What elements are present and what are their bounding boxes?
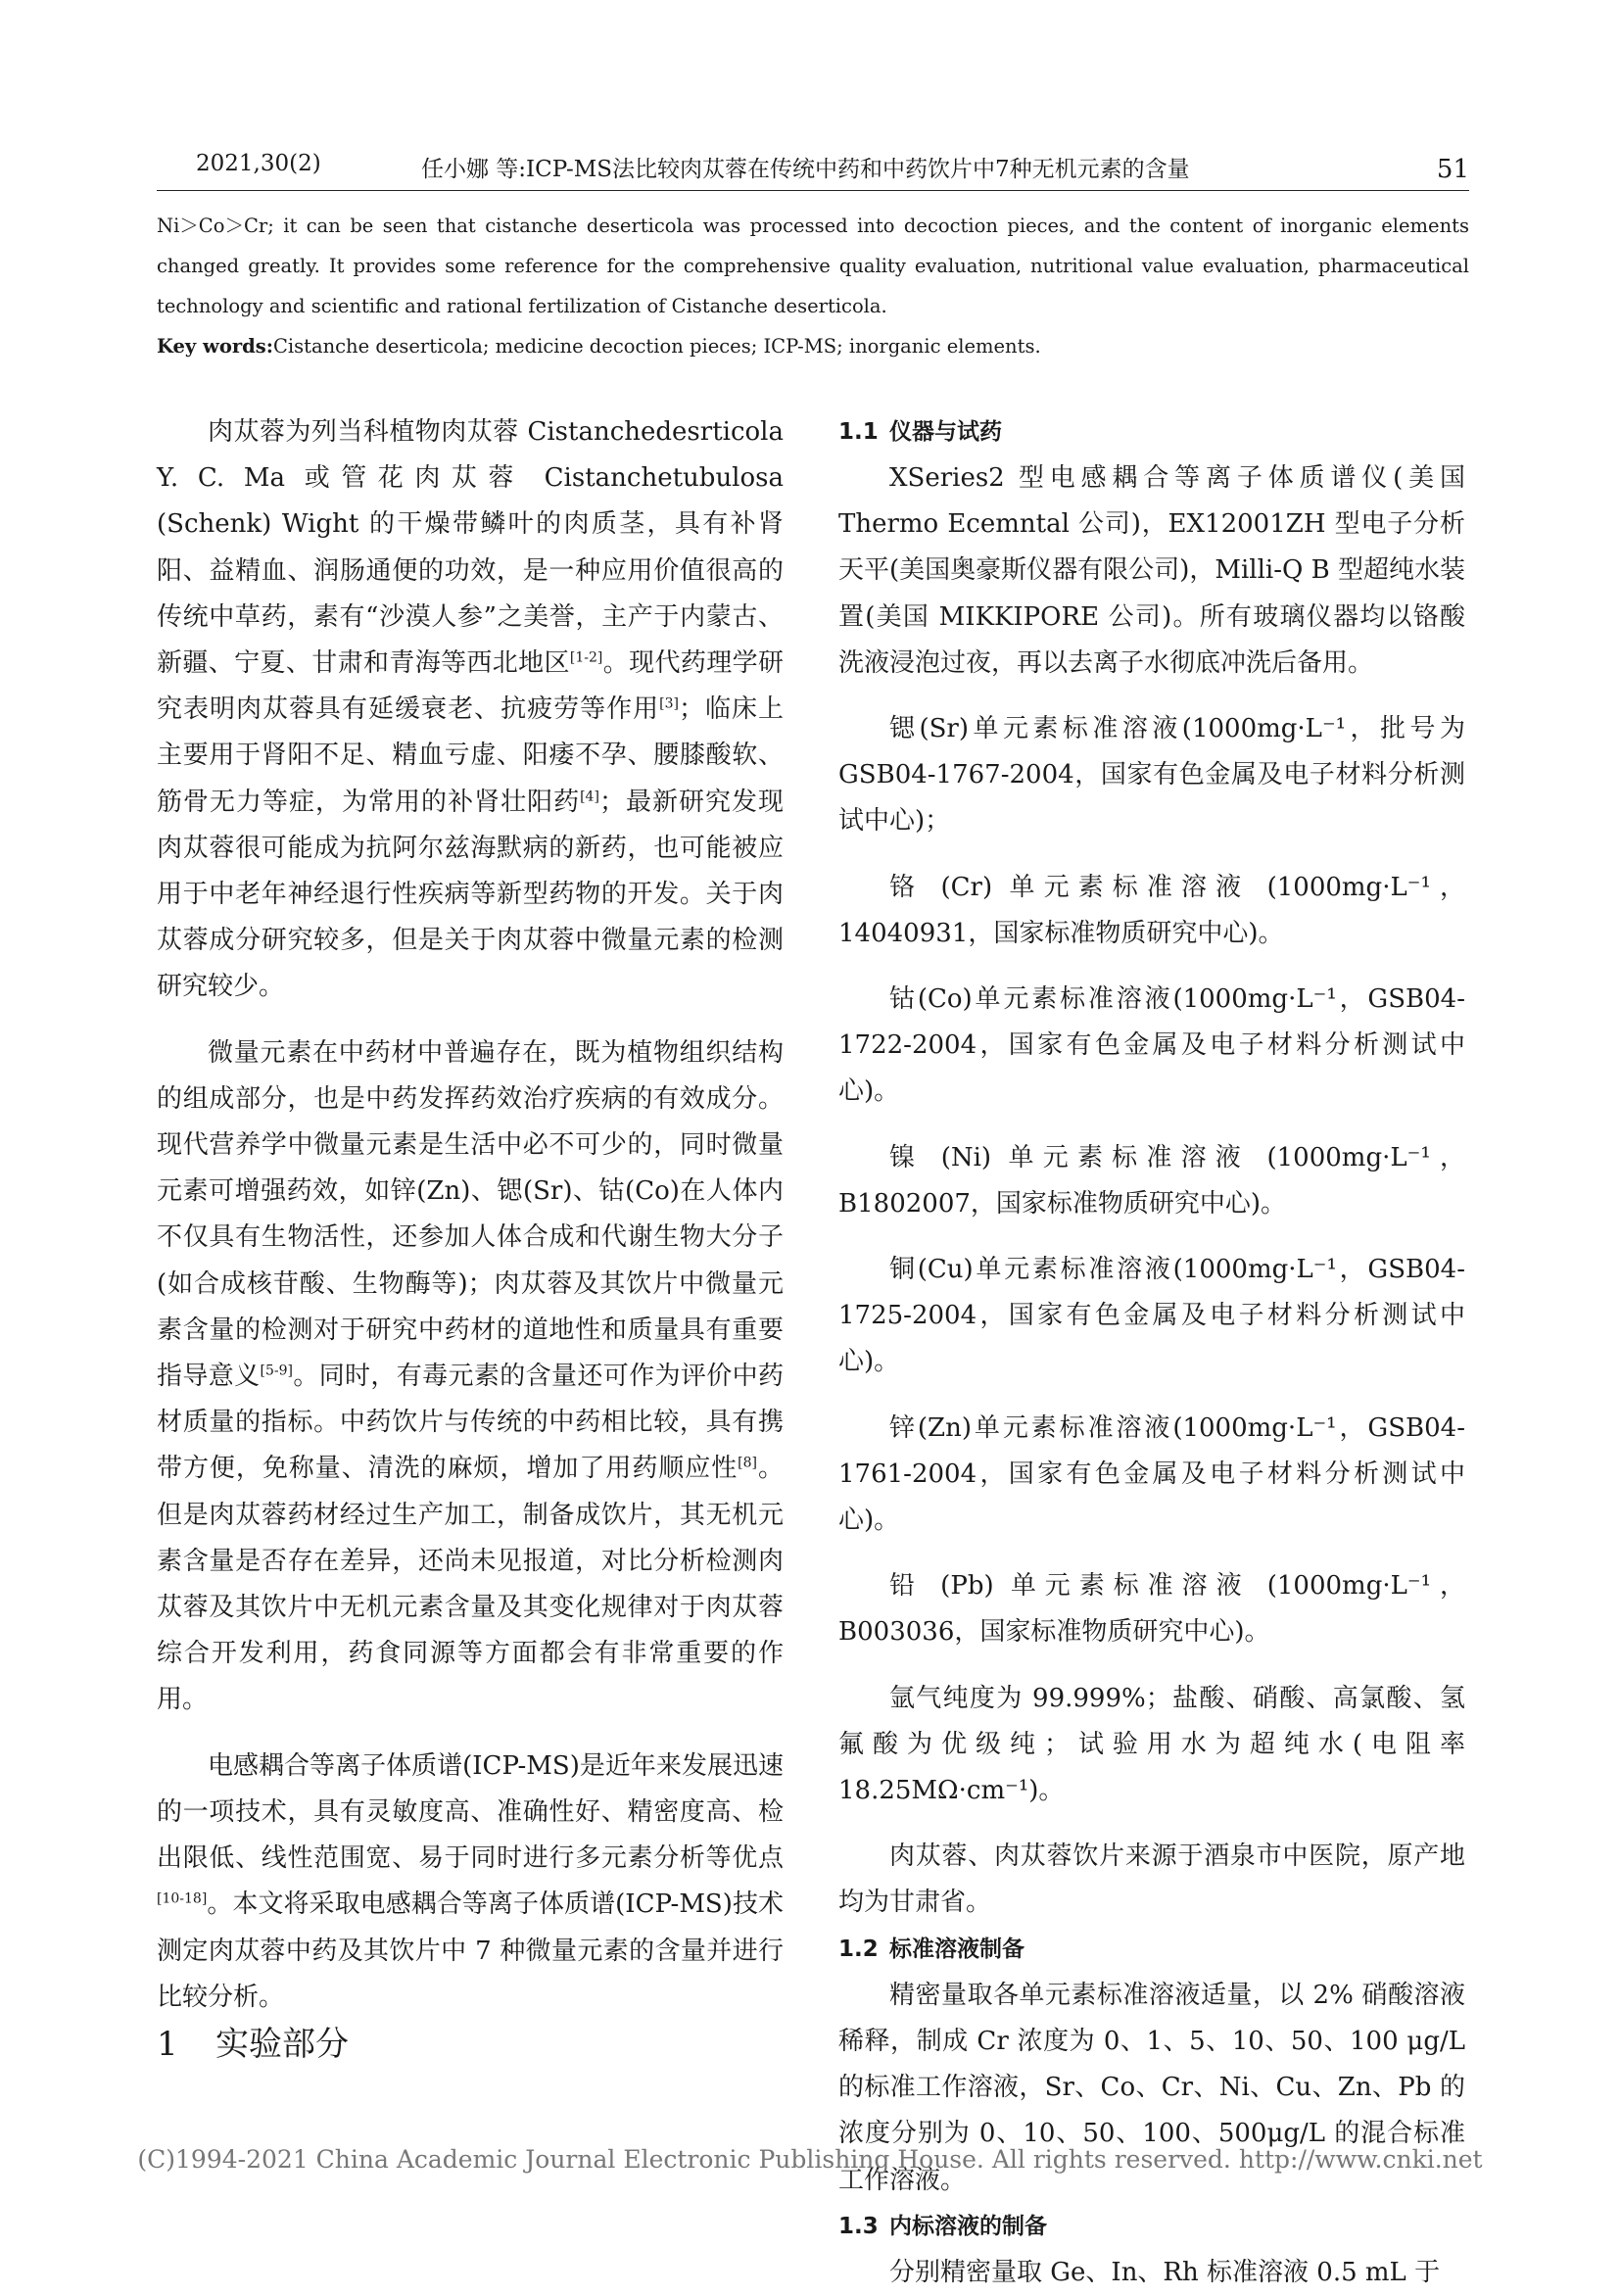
text: 。现代药理学研究表明肉苁蓉具有延缓衰老、抗疲劳等作用	[157, 648, 784, 725]
text: 电感耦合等离子体质谱(ICP-MS)是近年来发展迅速的一项技术，具有灵敏度高、准确性好、精密度高、检出限低、线性范围宽、易于同时进行多元素分析等优点	[157, 1750, 784, 1874]
subsection-number: 1.1	[838, 419, 879, 445]
text: 肉苁蓉为列当科植物肉苁蓉 Cistanchedesrticola Y. C. Ma 或管花肉苁蓉 Cistanchetubulosa (Schenk) Wight 的干燥带鳞叶的肉质茎，具有补肾阳、益精血、润肠通便的功效，是一种应用价值很高的传统中草药，素有“沙漠人参”之美誉，主产于内蒙古、新疆、宁夏、甘肃和青海等西北地区	[157, 417, 784, 679]
internal-standard-paragraph: 分别精密量取 Ge、In、Rh 标准溶液 0.5 mL 于	[889, 2257, 1441, 2287]
spacer	[838, 1227, 1465, 1247]
running-title: 任小娜 等:ICP-MS法比较肉苁蓉在传统中药和中药饮片中7种无机元素的含量	[421, 157, 1190, 182]
citation: [1-2]	[569, 649, 603, 666]
text: 。同时，有毒元素的含量还可作为评价中药材质量的指标。中药饮片与传统的中药相比较，具有携带方便，免称量、清洗的麻烦，增加了用药顺应性	[157, 1362, 784, 1484]
source-paragraph: 肉苁蓉、肉苁蓉饮片来源于酒泉市中医院，原产地均为甘肃省。	[838, 1842, 1465, 1918]
text: ；最新研究发现肉苁蓉很可能成为抗阿尔兹海默病的新药，也可能被应用于中老年神经退行性疾病等新型药物的开发。关于肉苁蓉成分研究较多，但是关于肉苁蓉中微量元素的检测研究较少。	[157, 787, 784, 1002]
reagent-ni: 镍 (Ni) 单元素标准溶液 (1000mg·L⁻¹，B1802007，国家标准物质研究中心)。	[838, 1142, 1465, 1219]
citation: [10-18]	[157, 1890, 208, 1907]
section-1-heading	[157, 2021, 784, 2068]
subsection-title: 内标溶液的制备	[889, 2213, 1047, 2239]
text: ；临床上主要用于肾阳不足、精血亏虚、阳痿不孕、腰膝酸软、筋骨无力等症，为常用的补肾壮阳药	[157, 694, 784, 817]
purity-paragraph: 氩气纯度为 99.999%；盐酸、硝酸、高氯酸、氢氟酸为优级纯；试验用水为超纯水(电阻率 18.25MΩ·cm⁻¹)。	[838, 1683, 1465, 1806]
running-header	[157, 145, 1469, 184]
volume-issue: 2021,30(2)	[196, 151, 321, 176]
section-title: 实验部分	[215, 2024, 349, 2064]
citation: [4]	[580, 788, 599, 804]
standard-solution-paragraph: 精密量取各单元素标准溶液适量，以 2% 硝酸溶液稀释，制成 Cr 浓度为 0、1、5、10、50、100 μg/L 的标准工作溶液，Sr、Co、Cr、Ni、Cu、Zn、Pb 的浓度分别为 0、10、50、100、500μg/L 的混合标准工作溶液。	[838, 1980, 1465, 2195]
reagent-zn: 锌(Zn)单元素标准溶液(1000mg·L⁻¹，GSB04-1761-2004，国家有色金属及电子材料分析测试中心)。	[838, 1412, 1465, 1536]
right-column	[838, 409, 1465, 2296]
citation: [8]	[738, 1455, 758, 1471]
spacer	[838, 1544, 1465, 1563]
left-column	[157, 409, 784, 2068]
section-number: 1	[157, 2024, 178, 2064]
reagent-cu: 铜(Cu)单元素标准溶液(1000mg·L⁻¹，GSB04-1725-2004，国家有色金属及电子材料分析测试中心)。	[838, 1255, 1465, 1377]
subsection-1-2-heading	[838, 1927, 1465, 1973]
spacer	[838, 957, 1465, 977]
spacer	[838, 1656, 1465, 1676]
spacer	[838, 845, 1465, 865]
keywords-label: Key words:	[157, 335, 273, 358]
keywords-text: Cistanche deserticola; medicine decoction pieces; ICP-MS; inorganic elements.	[272, 335, 1041, 358]
subsection-1-3-heading	[838, 2204, 1465, 2250]
spacer	[157, 1011, 784, 1030]
instruments-paragraph: XSeries2 型电感耦合等离子体质谱仪(美国 Thermo Ecemntal 公司)，EX12001ZH 型电子分析天平(美国奥豪斯仪器有限公司)，Milli-Q B 型超纯水装置(美国 MIKKIPORE 公司)。所有玻璃仪器均以铬酸洗液浸泡过夜，再以去离子水彻底冲洗后备用。	[838, 463, 1465, 678]
text: 。但是肉苁蓉药材经过生产加工，制备成饮片，其无机元素含量是否存在差异，还尚未见报道，对比分析检测肉苁蓉及其饮片中无机元素含量及其变化规律对于肉苁蓉综合开发利用，药食同源等方面都会有非常重要的作用。	[157, 1454, 784, 1715]
subsection-1-1-heading	[838, 409, 1465, 455]
subsection-number: 1.3	[838, 2213, 879, 2239]
abstract-continuation	[157, 206, 1469, 366]
copyright-footer: (C)1994-2021 China Academic Journal Electronic Publishing House. All rights reserved. http://www.cnki.net	[137, 2145, 1483, 2174]
intro-paragraph-2	[157, 1030, 784, 1724]
reagent-cr: 铬 (Cr) 单元素标准溶液 (1000mg·L⁻¹，14040931，国家标准物质研究中心)。	[838, 872, 1465, 948]
page-number: 51	[1436, 155, 1469, 184]
text: 。本文将采取电感耦合等离子体质谱(ICP-MS)技术测定肉苁蓉中药及其饮片中 7 种微量元素的含量并进行比较分析。	[157, 1889, 784, 2012]
header-rule	[157, 190, 1469, 191]
reagent-sr: 锶(Sr)单元素标准溶液(1000mg·L⁻¹，批号为 GSB04-1767-2004，国家有色金属及电子材料分析测试中心)；	[838, 714, 1465, 837]
reagent-pb: 铅 (Pb) 单元素标准溶液 (1000mg·L⁻¹，B003036，国家标准物质研究中心)。	[838, 1571, 1465, 1648]
subsection-title: 仪器与试药	[889, 419, 1002, 445]
spacer	[838, 1116, 1465, 1135]
intro-paragraph-3	[157, 1744, 784, 2021]
subsection-number: 1.2	[838, 1936, 879, 1962]
intro-paragraph-1	[157, 409, 784, 1011]
spacer	[838, 1386, 1465, 1406]
keywords	[157, 326, 1469, 366]
text: 微量元素在中药材中普遍存在，既为植物组织结构的组成部分，也是中药发挥药效治疗疾病的有效成分。现代营养学中微量元素是生活中必不可少的，同时微量元素可增强药效，如锌(Zn)、锶(Sr)、钴(Co)在人体内不仅具有生物活性，还参加人体合成和代谢生物大分子(如合成核苷酸、生物酶等)；肉苁蓉及其饮片中微量元素含量的检测对于研究中药材的道地性和质量具有重要指导意义	[157, 1037, 784, 1392]
abstract-text: Ni＞Co＞Cr; it can be seen that cistanche deserticola was processed into decoction pieces, and the content of inorganic elements changed greatly. It provides some reference for the comprehensive quality evaluation, nutritional value evaluation, pharmaceutical technology and scientific and rational fertilization of Cistanche deserticola.	[157, 215, 1469, 317]
spacer	[157, 1724, 784, 1744]
citation: [3]	[659, 695, 679, 712]
spacer	[838, 687, 1465, 706]
reagent-co: 钴(Co)单元素标准溶液(1000mg·L⁻¹，GSB04-1722-2004，国家有色金属及电子材料分析测试中心)。	[838, 984, 1465, 1107]
spacer	[838, 1814, 1465, 1834]
subsection-title: 标准溶液制备	[889, 1936, 1024, 1962]
citation: [5-9]	[260, 1363, 293, 1379]
